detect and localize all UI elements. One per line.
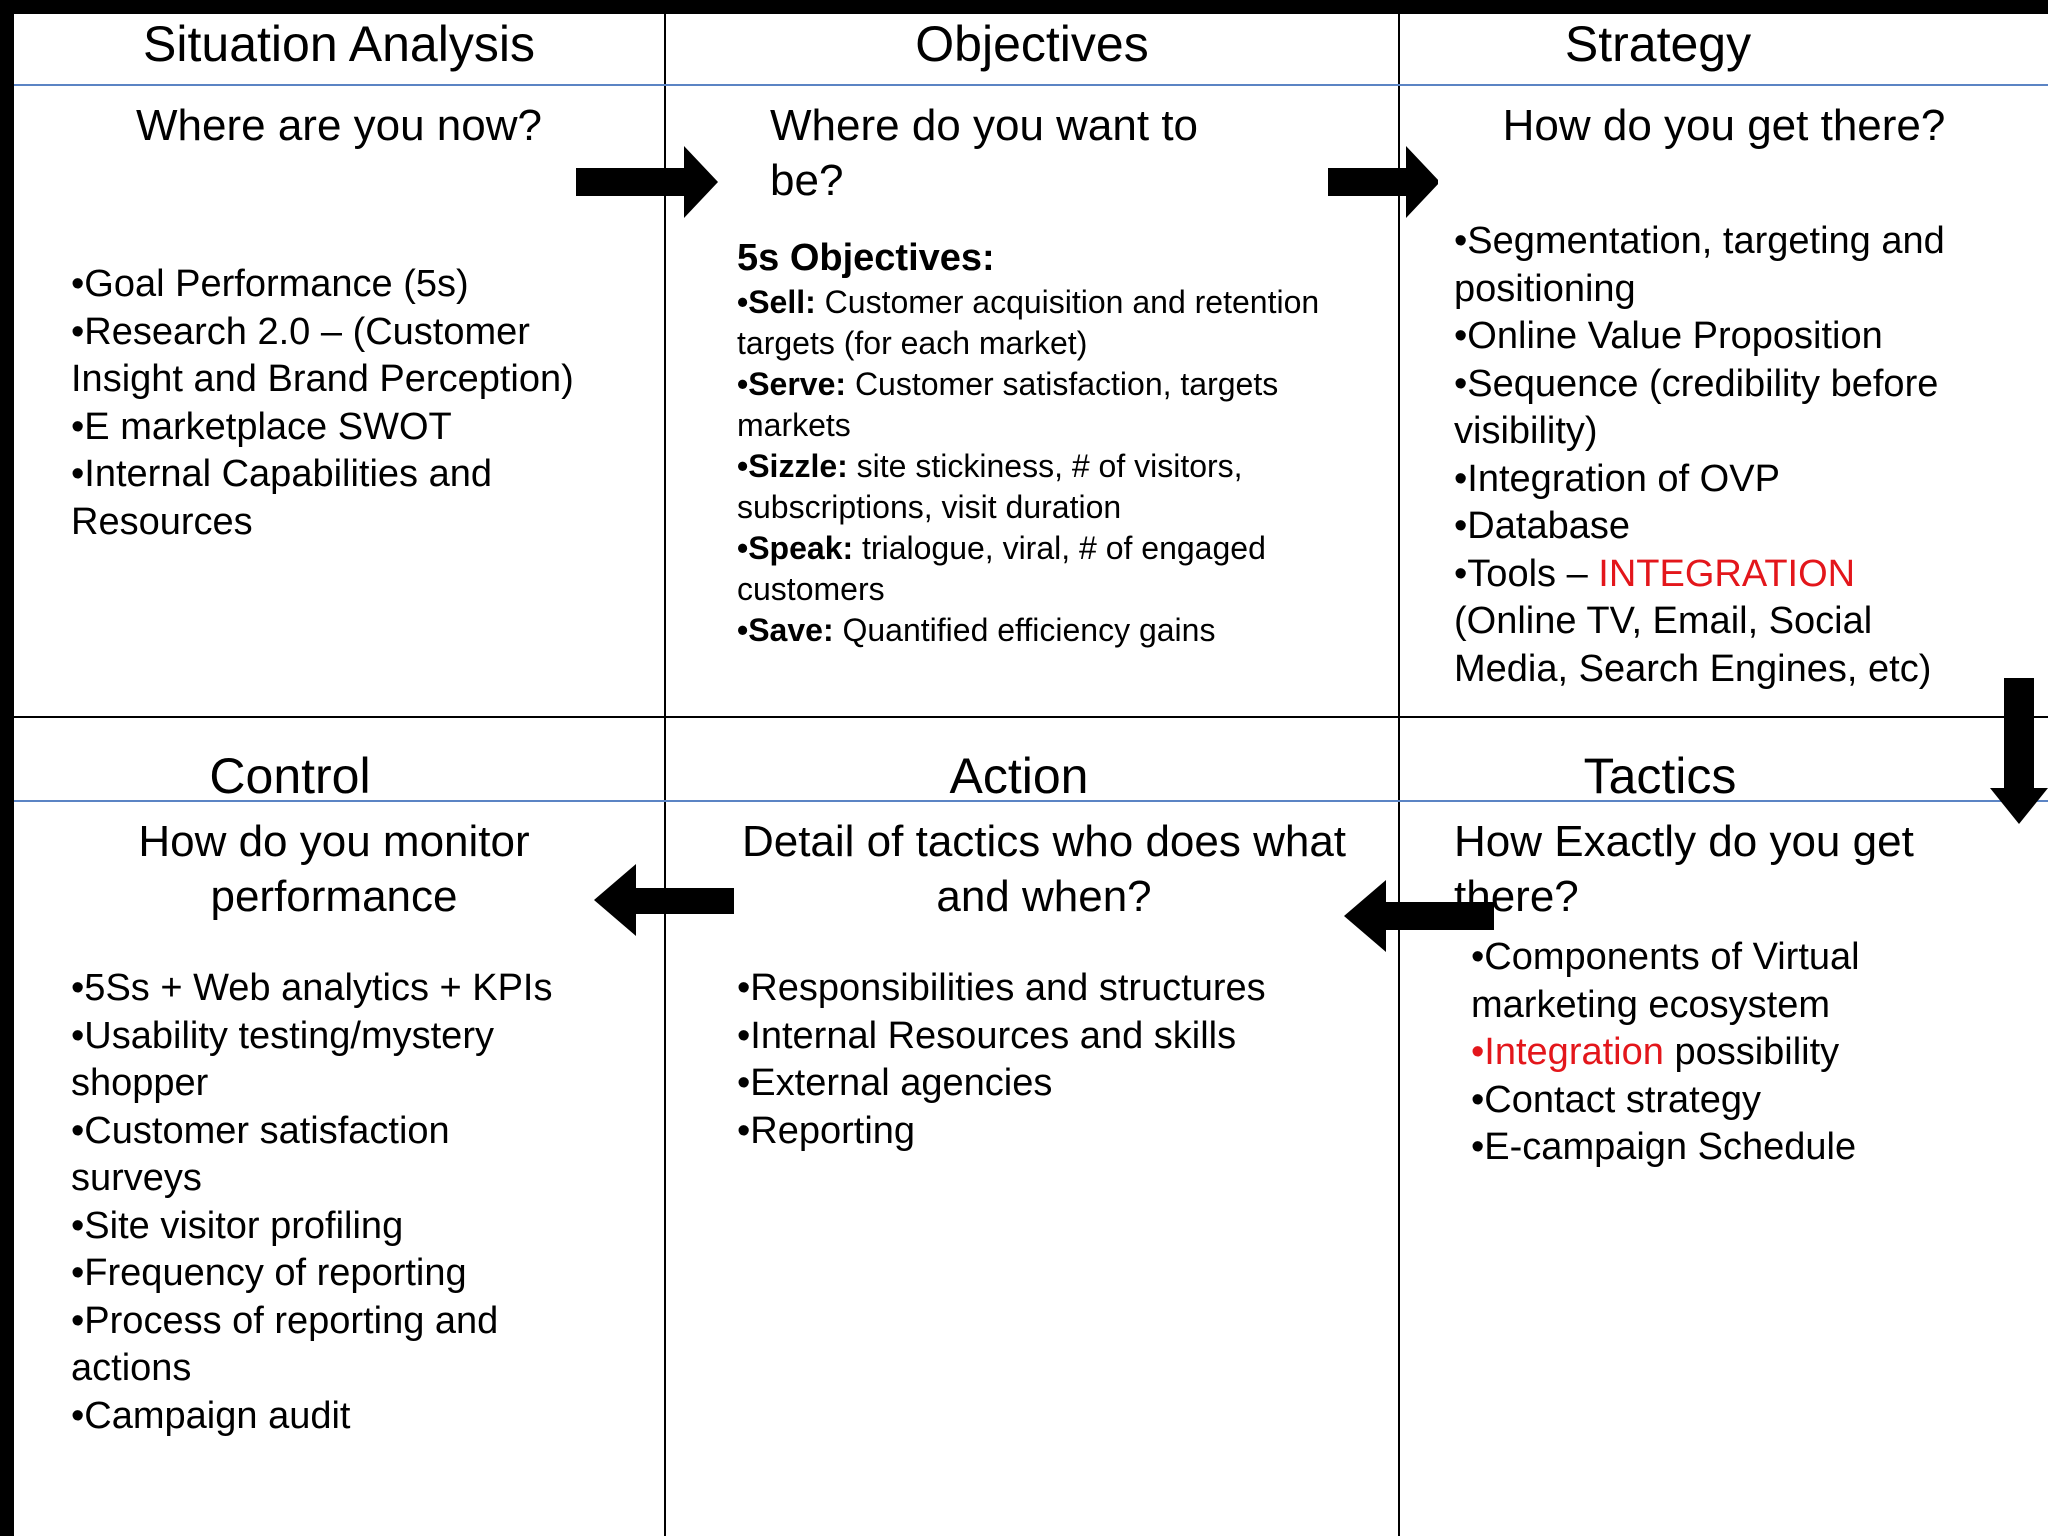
tactics-item: •Components of Virtual marketing ecosystem xyxy=(1471,936,1860,1026)
action-item: •External agencies xyxy=(737,1062,1053,1104)
objective-item-speak: •Speak: trialogue, viral, # of engaged customers xyxy=(737,530,1266,607)
situation-item: •Internal Capabilities and Resources xyxy=(71,453,493,543)
objective-item-sell: •Sell: Customer acquisition and retention targets (for each market) xyxy=(737,284,1320,361)
strategy-item-tools: •Tools – INTEGRATION (Online TV, Email, Social Media, Search Engines, etc) xyxy=(1454,552,1932,690)
tactics-header: Tactics xyxy=(1583,748,1737,804)
arrow-right-icon xyxy=(576,144,736,224)
situation-item: •E marketplace SWOT xyxy=(71,405,452,448)
arrow-left-icon xyxy=(594,864,734,944)
situation-subtitle: Where are you now? xyxy=(136,101,542,150)
control-item: •Customer satisfaction surveys xyxy=(71,1109,450,1199)
control-item: •Usability testing/mystery shopper xyxy=(71,1014,494,1104)
tactics-item: •E-campaign Schedule xyxy=(1471,1126,1857,1168)
objectives-header: Objectives xyxy=(915,16,1149,72)
situation-header: Situation Analysis xyxy=(143,16,535,72)
strategy-item: •Segmentation, targeting and positioning xyxy=(1454,220,1945,310)
arrow-down-icon xyxy=(1990,678,2048,838)
objectives-subtitle: Where do you want to be? xyxy=(770,101,1199,205)
action-header: Action xyxy=(949,748,1089,804)
situation-item: •Research 2.0 – (Customer Insight and Brand Perception) xyxy=(71,310,574,400)
action-item: •Internal Resources and skills xyxy=(737,1014,1237,1057)
strategy-item: •Online Value Proposition xyxy=(1454,315,1883,357)
header-rule-top xyxy=(14,84,2048,86)
situation-list xyxy=(71,261,591,546)
tactics-subtitle: How Exactly do you get there? xyxy=(1454,817,1914,921)
strategy-item: •Sequence (credibility before visibility) xyxy=(1454,362,1939,452)
objectives-list xyxy=(737,235,1367,651)
sostac-diagram xyxy=(14,14,2048,1536)
tactics-list xyxy=(1471,934,1991,1172)
action-subtitle: Detail of tactics who does what and when? xyxy=(741,817,1347,921)
control-subtitle: How do you monitor performance xyxy=(138,817,530,921)
action-item: •Reporting xyxy=(737,1109,916,1152)
situation-item: •Goal Performance (5s) xyxy=(71,263,469,305)
control-item: •Campaign audit xyxy=(71,1394,351,1437)
control-item: •Process of reporting and actions xyxy=(71,1299,499,1389)
tactics-item-integration: •Integration possibility xyxy=(1471,1031,1840,1073)
integration-highlight: INTEGRATION xyxy=(1598,552,1856,595)
control-item: •Site visitor profiling xyxy=(71,1204,404,1247)
strategy-item: •Database xyxy=(1454,505,1630,547)
control-header: Control xyxy=(209,748,371,804)
row-divider xyxy=(14,716,2048,718)
strategy-item: •Integration of OVP xyxy=(1454,457,1780,500)
control-item: •5Ss + Web analytics + KPIs xyxy=(71,967,553,1009)
tactics-item: •Contact strategy xyxy=(1471,1078,1761,1121)
arrow-left-icon xyxy=(1344,880,1494,960)
strategy-list xyxy=(1454,218,1994,693)
action-item: •Responsibilities and structures xyxy=(737,967,1266,1009)
objective-item-save: •Save: Quantified efficiency gains xyxy=(737,612,1216,648)
strategy-header: Strategy xyxy=(1564,16,1752,72)
control-item: •Frequency of reporting xyxy=(71,1252,467,1294)
control-list xyxy=(71,965,591,1440)
action-list xyxy=(737,965,1357,1155)
objective-item-sizzle: •Sizzle: site stickiness, # of visitors, subscriptions, visit duration xyxy=(737,448,1243,525)
objectives-heading: 5s Objectives: xyxy=(737,237,995,279)
arrow-right-icon xyxy=(1328,144,1438,224)
objective-item-serve: •Serve: Customer satisfaction, targets markets xyxy=(737,366,1279,443)
strategy-subtitle: How do you get there? xyxy=(1502,101,1946,150)
integration-highlight: •Integration xyxy=(1471,1031,1664,1073)
